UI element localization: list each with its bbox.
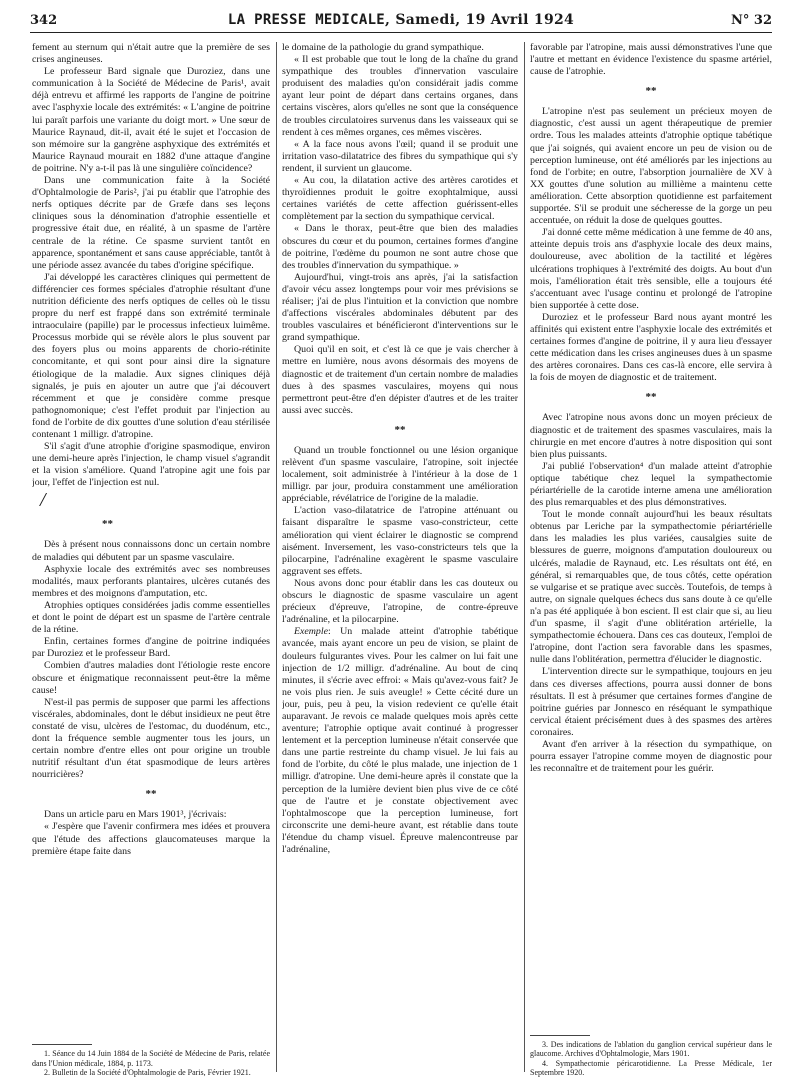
paragraph: Avant d'en arriver à la résection du sympathique, on pourra essayer l'atropine comme moyen de diagnostic pour les reconnaître et de traitement pour les guérir.	[530, 738, 772, 775]
footnote-rule	[32, 1044, 92, 1045]
paragraph: Dans une communication faite à la Société d'Ophtalmologie de Paris², j'ai pu établir que l'atrophie des nerfs optiques décrite par de Græfe dans ses leçons cliniques sous la dénomination d'atrophie essentielle et progressive était due, en réalité, à un spasme de l'artère centrale de la rétine. Ce spasme survient tantôt en apparence, spontanément et sans cause appréciable, tantôt à une période assez avancée du tabes d'origine spécifique.	[32, 175, 270, 271]
paragraph: Avec l'atropine nous avons donc un moyen précieux de diagnostic et de traitement des spasmes vasculaires, mais la chirurgie en met encore d'autres à notre disposition qui sont bien plus puissants.	[530, 412, 772, 460]
section-separator: **	[394, 423, 406, 436]
page-header	[30, 10, 772, 33]
footnotes	[530, 1029, 772, 1078]
paragraph: Dès à présent nous connaissons donc un certain nombre de maladies qui débutent par un spasme vasculaire.	[32, 539, 270, 563]
paragraph: fement au sternum qui n'était autre que la première de ses crises angineuses.	[32, 42, 270, 66]
footnote: 2. Bulletin de la Société d'Ophtalmologie de Paris, Février 1921.	[44, 1068, 251, 1078]
paragraph: Combien d'autres maladies dont l'étiologie reste encore obscure et énigmatique reconnaissent peut-être la même cause!	[32, 660, 270, 696]
section-separator: **	[102, 518, 113, 531]
section-separator: **	[145, 788, 157, 801]
journal-title: LA PRESSE MEDICALE	[227, 12, 386, 28]
paragraph: J'ai publié l'observation⁴ d'un malade atteint d'atrophie optique tabétique chez lequel la sympathectomie périartérielle de la carotide interne amena une amélioration des plus remarquables et des plus démonstratives.	[530, 460, 772, 509]
paragraph: Quoi qu'il en soit, et c'est là ce que je vais chercher à mettre en lumière, nous avons désormais des moyens de diagnostic et de traitement d'un certain nombre de maladies dues à des spasmes vasculaires, moyens qui nous permettront peut-être d'en dépister d'autres et de les traiter aussi avec succès.	[282, 344, 518, 416]
footnote: 4. Sympathectomie péricarotidienne. La Presse Médicale, 1er Septembre 1920.	[530, 1058, 772, 1078]
issue-date: , Samedi, 19 Avril 1924	[385, 12, 575, 28]
example-lead: Exemple	[294, 626, 328, 638]
paragraph: S'il s'agit d'une atrophie d'origine spasmodique, environ une demi-heure après l'injection, le champ visuel s'agrandit et la vision s'améliore. Quand l'atropine agit une fois par jour, l'effet de l'injection est nul.	[32, 441, 270, 489]
paragraph: « Il est probable que tout le long de la chaîne du grand sympathique des troubles d'innervation vasculaire produisent des maladies qu'on considérait jadis comme ayant leur point de départ dans certains organes, dans certains viscères, alors qu'elles ne sont que la conséquence de troubles circulatoires survenus dans les vaisseaux qui se rendent à ces mêmes organes, ces mêmes viscères.	[282, 54, 518, 138]
paragraph: L'atropine n'est pas seulement un précieux moyen de diagnostic, c'est aussi un agent thérapeutique de premier ordre. Tous les malades atteints d'atrophie optique tabétique que j'ai soignés, qui avaient encore un peu de vision ou de perception lumineuse, ont été améliorés par les injections au fond de l'orbite; en outre, l'absorption journalière de XV à XX gouttes d'une solution au millième a maintenu cette amélioration. Cette absorption quotidienne est parfaitement supportée. S'il se produit une sécheresse de la gorge un peu accentuée, on réduit la dose de quelques gouttes.	[530, 106, 772, 227]
paragraph: Dans un article paru en Mars 1901³, j'écrivais:	[44, 809, 227, 821]
paragraph: Duroziez et le professeur Bard nous ayant montré les affinités qui existent entre l'asphyxie locale des extrémités et certaines formes d'angine de poitrine, il y aura lieu d'essayer cette médication dans les crises angineuses dues à un spasme des artères coronaires. Dans ces cas-là encore, elle servira à la fois de moyen de diagnostic et de traitement.	[530, 311, 772, 384]
section-separator: **	[645, 85, 657, 98]
paragraph: Enfin, certaines formes d'angine de poitrine indiquées par Duroziez et le professeur Bard.	[32, 636, 270, 660]
paragraph: Quand un trouble fonctionnel ou une lésion organique relèvent d'un spasme vasculaire, l'atropine, soit injectée localement, soit administrée à l'intérieur à la dose de 1 milligr. par jour, produira constamment une amélioration appréciable, révélatrice de l'origine de la maladie.	[282, 444, 518, 505]
paragraph: Atrophies optiques considérées jadis comme essentielles et dont le point de départ est un spasme de l'artère centrale de la rétine.	[32, 599, 270, 636]
paragraph: « A la face nous avons l'œil; quand il se produit une irritation vaso-dilatatrice des fibres du sympathique qui s'y rendent, il survient un glaucome.	[282, 138, 518, 174]
page-number: 342	[30, 13, 58, 28]
paragraph: « J'espère que l'avenir confirmera mes idées et prouvera que l'étude des affections glaucomateuses marque la première étape faite dans	[32, 821, 270, 857]
section-separator: **	[645, 391, 657, 404]
paragraph: Nous avons donc pour établir dans les cas douteux ou obscurs le diagnostic de spasme vasculaire un agent précieux d'épreuve, l'atropine, de contre-épreuve l'adrénaline, et la pilocarpine.	[282, 577, 518, 626]
footnote: 3. Des indications de l'ablation du ganglion cervical supérieur dans le glaucome. Archives d'Ophtalmologie, Mars 1901.	[530, 1039, 772, 1059]
paragraph: Asphyxie locale des extrémités avec ses nombreuses modalités, maux perforants plantaires, ulcères cutanés des membres et des moignons d'amputation, etc.	[32, 563, 270, 599]
column-2	[282, 42, 518, 1078]
paragraph	[282, 626, 518, 856]
column-3	[530, 42, 772, 1078]
footnote: 1. Séance du 14 Juin 1884 de la Société de Médecine de Paris, relatée dans l'Union médicale, 1884, p. 1173.	[32, 1049, 270, 1068]
journal-header	[30, 12, 772, 28]
paragraph: Le professeur Bard signale que Duroziez, dans une communication à la Société de Médecine de Paris¹, avait déjà entrevu et affirmé les rapports de l'angine de poitrine avec l'asphyxie locale des extrémités: « L'angine de poitrine lui paraît parfois une variante du doigt mort. » Une sœur de Maurice Raynaud, dit-il, avait été le sujet et l'occasion de son mémoire sur la gangrène asphyxique des extrémités et Maurice Raynaud mourait en 1882 d'une attaque d'angine de poitrine. N'y a-t-il pas là une singulière coïncidence?	[32, 66, 270, 174]
paragraph: « Dans le thorax, peut-être que bien des maladies obscures du cœur et du poumon, certaines formes d'angine de poitrine, l'œdème du poumon ne sont autre chose que des troubles d'innervation du sympathique. »	[282, 223, 518, 271]
paragraph: Aujourd'hui, vingt-trois ans après, j'ai la satisfaction d'avoir vécu assez longtemps pour voir mes prévisions se réaliser; j'ai de plus l'intuition et la conviction que nombre d'affections viscérales abdominales débutent par des troubles vasculaires et bénéficieront d'interventions sur le grand sympathique.	[282, 271, 518, 344]
paragraph: Tout le monde connaît aujourd'hui les beaux résultats obtenus par Leriche par la sympathectomie périartérielle dans les maladies les plus variées, causalgies suite de blessures de guerre, moignons d'amputation douloureux ou ulcérés, maladie de Raynaud, etc. Les résultats ont été, en général, si remarquables que, de tous côtés, cette opération se vulgarise et se pratique avec succès. Toutefois, de temps à autre, on signale quelques échecs dus sans doute à ce qu'elle n'a pas été appliquée à bon escient. Il est clair que si, au lieu d'un spasme, il s'agit d'une oblitération artérielle, la sympathectomie échouera. Dans ces cas douteux, l'emploi de l'atropine, dont l'action sera favorable dans les spasmes, nulle dans l'oblitération, permettra d'élucider le diagnostic.	[530, 509, 772, 666]
footnotes	[32, 1038, 270, 1078]
paragraph: favorable par l'atropine, mais aussi démonstratives l'une que l'autre et mettant en évidence l'existence du spasme artériel, cause de l'atrophie.	[530, 42, 772, 78]
paragraph: « Au cou, la dilatation active des artères carotides et thyroïdiennes produit le goitre exophtalmique, aussi certaines variétés de cette affection guérissent-elles complètement par la section du sympathique cervical.	[282, 175, 518, 223]
paragraph: N'est-il pas permis de supposer que parmi les affections viscérales, abdominales, dont le début insidieux ne peut être constaté de visu, ulcères de l'estomac, du duodénum, etc., dont la fréquence semble augmenter tous les jours, un certain nombre d'entre elles ont pour origine un trouble nutritif résultant d'un état spasmodique de leurs artères nourricières?	[32, 696, 270, 781]
footnote-rule	[530, 1035, 590, 1036]
column-divider	[524, 42, 525, 1072]
issue-number: N° 32	[731, 13, 772, 28]
column-divider	[276, 42, 277, 1072]
example-text: : Un malade atteint d'atrophie tabétique avancée, mais ayant encore un peu de vision, se plaint de douleurs fulgurantes vives. Pour les calmer on lui fait une injection de 1/2 milligr. d'adrénaline. Au bout de cinq minutes, il s'écrie avec effroi: « Mais qu'avez-vous fait? Je ne vois plus rien. Je suis aveugle! » Cette cécité dure un jour, puis, peu à peu, la vision redevient ce qu'elle était auparavant. Je revois ce malade quelques mois après cette aventure; l'atrophie optique avait continué à progresser lentement et la perception lumineuse n'était conservée que dans une partie restreinte du champ visuel. Je lui fais au fond de l'orbite, du côté le plus malade, une injection de 1 milligr. d'atropine. Une demi-heure après il constate que la perception de la lumière devient bien plus vive de ce côté que de l'autre et je constate objectivement avec l'ophtalmoscope que la perception lumineuse, fort circonscrite une demi-heure avant, est rétablie dans toute l'étendue du champ visuel. Épreuve malencontreuse par l'adrénaline,	[282, 626, 518, 855]
paragraph: J'ai donné cette même médication à une femme de 40 ans, atteinte depuis trois ans d'asphyxie locale des deux mains, douloureuse, avec abolition de la tactilité et légères ulcérations trophiques à l'extrémité des doigts. Au bout d'un mois, l'amélioration était très sensible, elle a toujours été s'accentuant avec l'usage continu et prolongé de l'atropine bien supportée à cette dose.	[530, 227, 772, 311]
column-1	[32, 42, 270, 1078]
paragraph: L'action vaso-dilatatrice de l'atropine atténuant ou faisant disparaître le spasme vaso-constricteur, cette amélioration qui vient éclairer le diagnostic se comprend aisément. Inversement, les vaso-constricteurs tels que la pilocarpine, l'adrénaline exagèrent le spasme vasculaire aggravent ses effets.	[282, 505, 518, 577]
paragraph: L'intervention directe sur le sympathique, toujours en jeu dans ces diverses affections, pourra aussi donner de bons résultats. Il est à présumer que certaines formes d'angine de poitrine guéries par Jonnesco en réséquant le sympathique cervical étaient précisément dues à des spasmes des artères coronaires.	[530, 666, 772, 738]
paragraph: le domaine de la pathologie du grand sympathique.	[282, 42, 484, 53]
pen-mark: /	[40, 489, 46, 512]
paragraph: J'ai développé les caractères cliniques qui permettent de différencier ces formes spéciales d'atrophie résultant d'une nutrition déficiente des nerfs optiques de celles où le tissu propre du nerf est frappé dans son extrémité terminale intraoculaire (papille) par le processus infectieux luimême. Processus morbide qui se révèle alors le plus souvent par des foyers plus ou moins apparents de chorio-rétinite concomitante, et qui sont pour ainsi dire la signature étiologique de la maladie. Aux signes cliniques déjà signalés, je puis en ajouter un autre que j'ai découvert récemment et que je considère comme presque pathognomonique; c'est l'effet produit par l'injection au fond de l'orbite de dix gouttes d'une solution d'eau stérilisée contenant 1 milligr. d'atropine.	[32, 271, 270, 440]
